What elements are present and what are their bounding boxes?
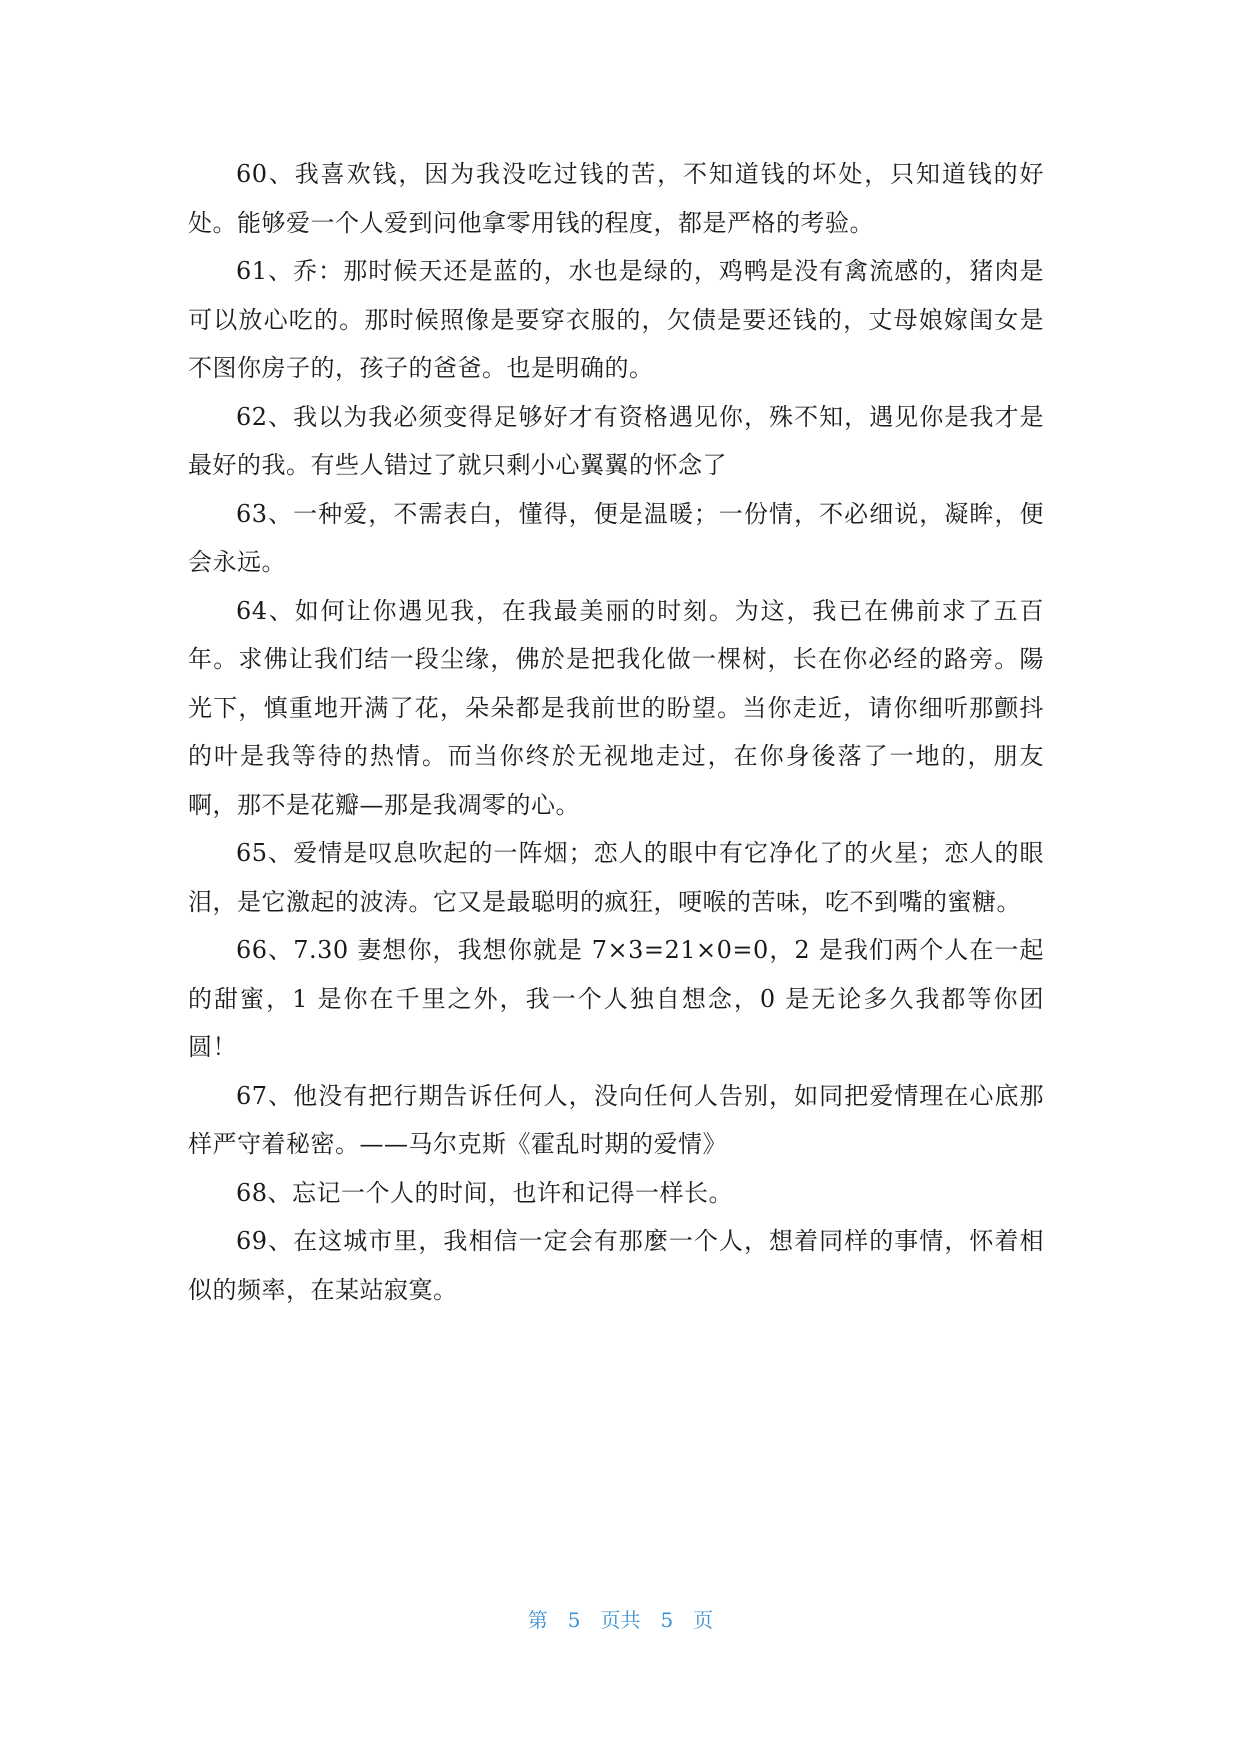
footer-word-di: 第: [527, 1608, 548, 1632]
paragraph-67: 67、他没有把行期告诉任何人，没向任何人告别，如同把爱情理在心底那样严守着秘密。——马尔克斯《霍乱时期的爱情》: [188, 1081, 1044, 1158]
paragraph-69: 69、在这城市里，我相信一定会有那麼一个人，想着同样的事情，怀着相似的频率，在某站寂寞。: [188, 1227, 1044, 1304]
paragraph-68: 68、忘记一个人的时间，也许和记得一样长。: [236, 1178, 734, 1207]
document-body: [188, 150, 1044, 1314]
footer-word-ye-gong: 页共: [600, 1608, 641, 1632]
current-page-number: 5: [567, 1608, 581, 1632]
paragraph-63: 63、一种爱，不需表白，懂得，便是温暖；一份情，不必细说，凝眸，便会永远。: [188, 499, 1044, 576]
page-footer: [0, 1604, 1241, 1633]
paragraph-64: 64、如何让你遇见我，在我最美丽的时刻。为这，我已在佛前求了五百年。求佛让我们结一段尘缘，佛於是把我化做一棵树，长在你必经的路旁。陽光下，慎重地开满了花，朵朵都是我前世的盼望。当你走近，请你细听那颤抖的叶是我等待的热情。而当你终於无视地走过，在你身後落了一地的，朋友啊，那不是花瓣—那是我凋零的心。: [188, 596, 1044, 819]
paragraph-66: 66、7.30 妻想你，我想你就是 7×3=21×0=0，2 是我们两个人在一起的甜蜜，1 是你在千里之外，我一个人独自想念，0 是无论多久我都等你团圆！: [188, 936, 1044, 1061]
paragraph-62: 62、我以为我必须变得足够好才有资格遇见你，殊不知，遇见你是我才是最好的我。有些人错过了就只剩小心翼翼的怀念了: [188, 402, 1044, 479]
paragraph-65: 65、爱情是叹息吹起的一阵烟；恋人的眼中有它净化了的火星；恋人的眼泪，是它激起的波涛。它又是最聪明的疯狂，哽喉的苦味，吃不到嘴的蜜糖。: [188, 839, 1044, 916]
paragraph-61: 61、乔：那时候天还是蓝的，水也是绿的，鸡鸭是没有禽流感的，猪肉是可以放心吃的。那时候照像是要穿衣服的，欠债是要还钱的，丈母娘嫁闺女是不图你房子的，孩子的爸爸。也是明确的。: [188, 257, 1044, 382]
total-page-number: 5: [660, 1608, 674, 1632]
paragraph-60: 60、我喜欢钱，因为我没吃过钱的苦，不知道钱的坏处，只知道钱的好处。能够爱一个人爱到问他拿零用钱的程度，都是严格的考验。: [188, 160, 1044, 237]
footer-word-ye: 页: [693, 1608, 714, 1632]
